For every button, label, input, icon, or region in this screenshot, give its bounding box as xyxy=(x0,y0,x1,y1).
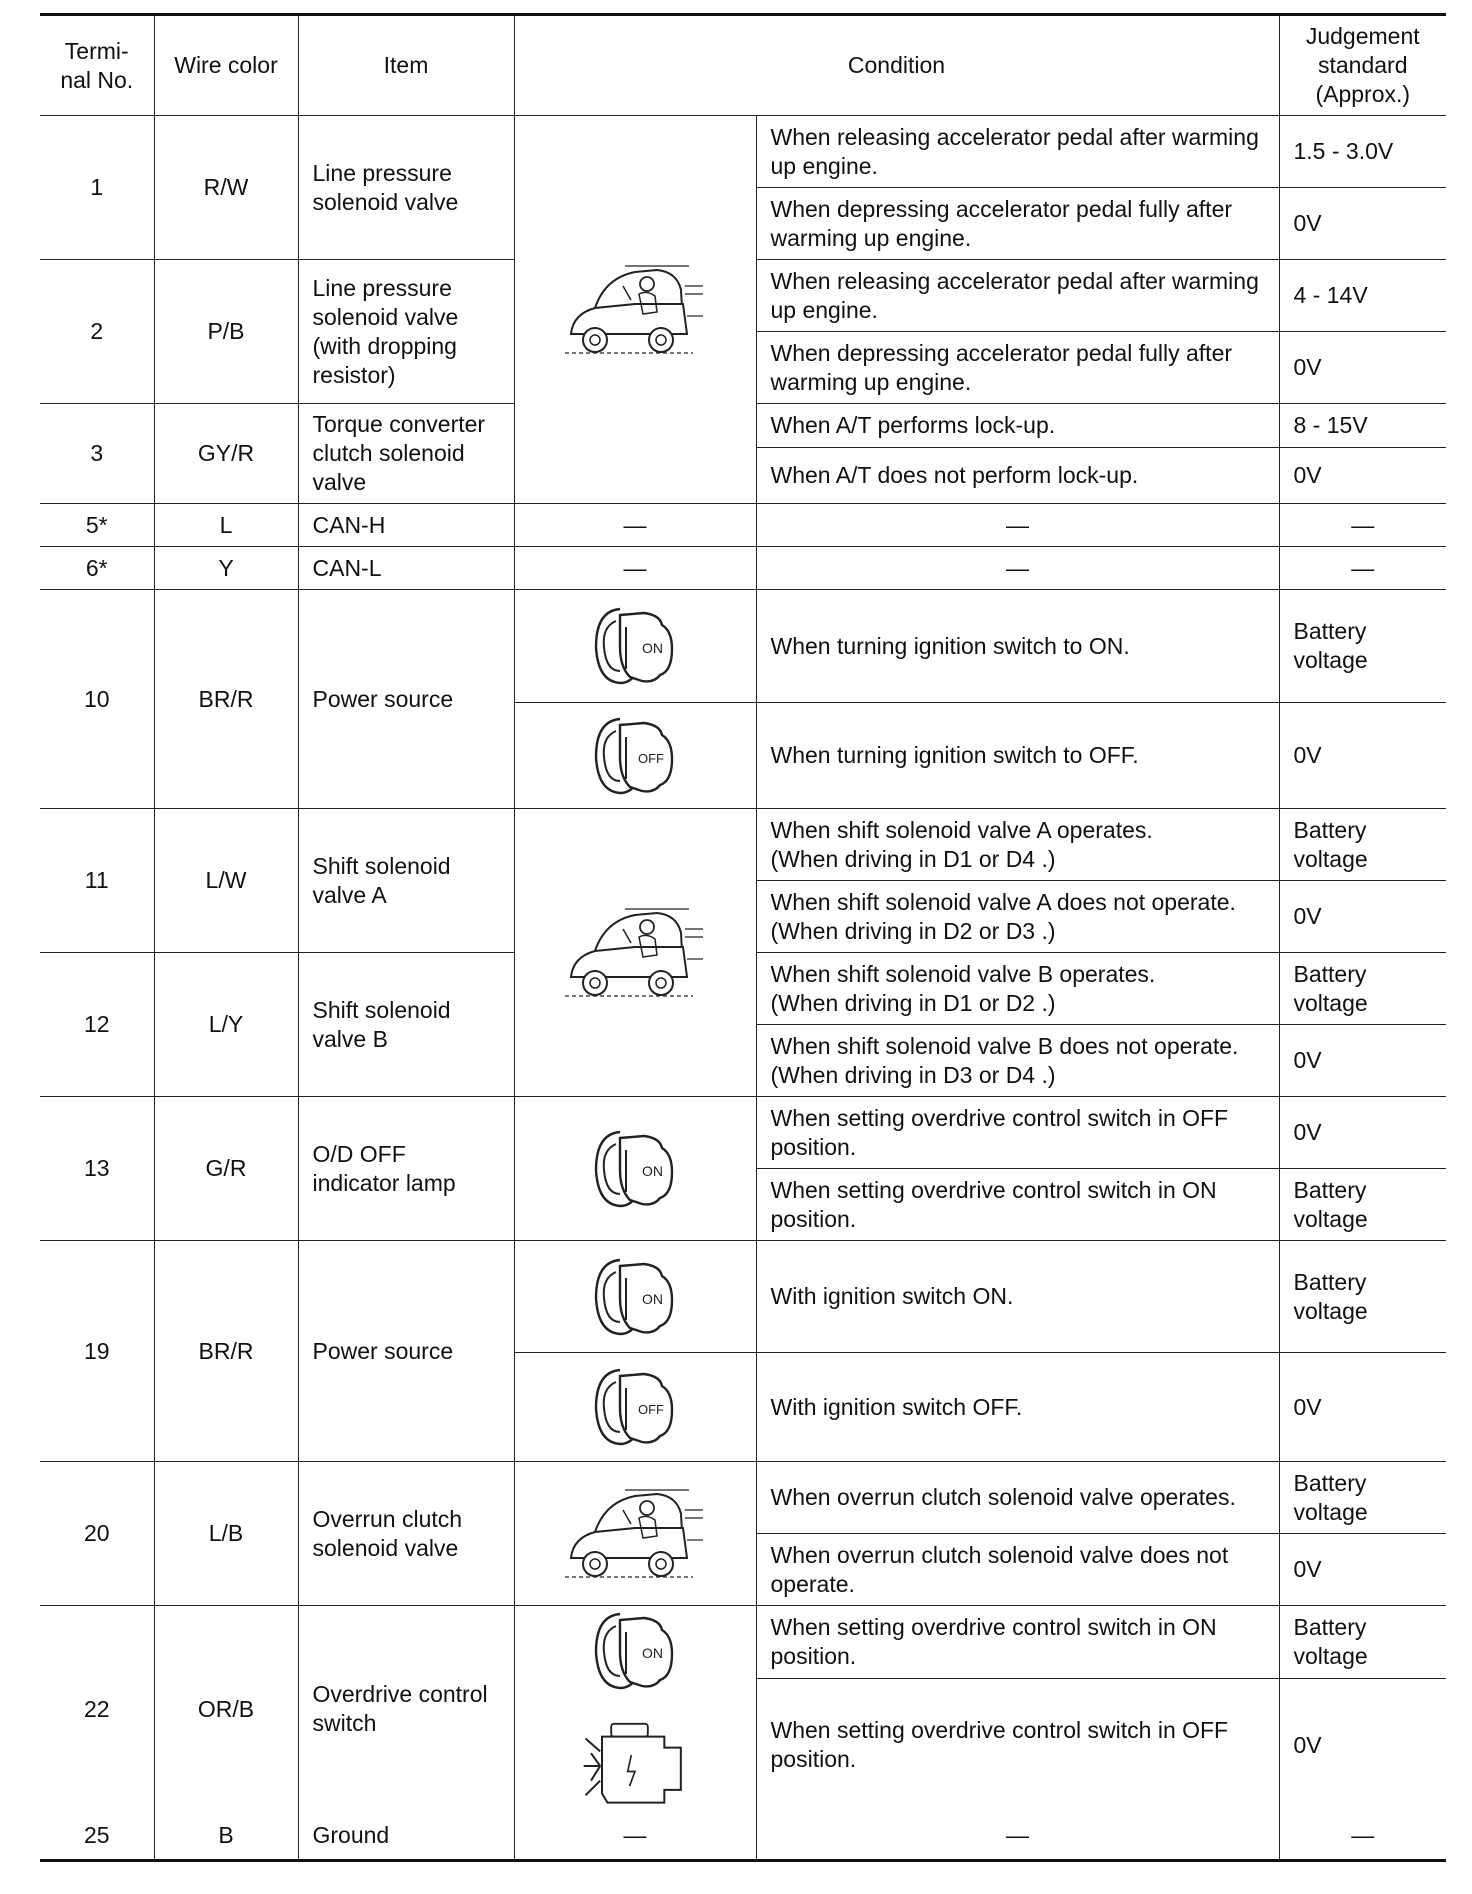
svg-text:ON: ON xyxy=(642,1645,663,1661)
wire-color: L/B xyxy=(154,1462,298,1606)
wire-color: BR/R xyxy=(154,590,298,809)
item: Shift solenoid valve A xyxy=(298,809,514,953)
wire-color-header: Wire color xyxy=(154,15,298,116)
judgement: 0V xyxy=(1279,1678,1446,1812)
condition: When A/T does not perform lock-up. xyxy=(756,448,1279,504)
wire-color: OR/B xyxy=(154,1606,298,1813)
wire-color: B xyxy=(154,1812,298,1860)
terminal-no: 2 xyxy=(40,260,154,404)
empty-dash: — xyxy=(514,1812,756,1860)
judgement: 8 - 15V xyxy=(1279,404,1446,448)
judgement: Battery voltage xyxy=(1279,809,1446,881)
judgement: Battery voltage xyxy=(1279,1241,1446,1353)
car-driving-icon xyxy=(514,1462,756,1606)
svg-text:OFF: OFF xyxy=(638,1402,664,1417)
table-row xyxy=(40,1462,1446,1534)
table-row xyxy=(40,504,1446,547)
condition: When turning ignition switch to OFF. xyxy=(756,703,1279,809)
ignition-key-off-icon xyxy=(514,703,756,809)
wire-color: GY/R xyxy=(154,404,298,504)
judgement: 0V xyxy=(1279,1025,1446,1097)
terminal-no: 6* xyxy=(40,547,154,590)
ignition-key-on-icon xyxy=(514,1097,756,1241)
condition: When shift solenoid valve B does not operate. (When driving in D3 or D4 .) xyxy=(756,1025,1279,1097)
wire-color: BR/R xyxy=(154,1241,298,1462)
condition-header: Condition xyxy=(514,15,1279,116)
empty-dash: — xyxy=(514,504,756,547)
condition: When depressing accelerator pedal fully after warming up engine. xyxy=(756,332,1279,404)
item: O/D OFF indicator lamp xyxy=(298,1097,514,1241)
wire-color: L xyxy=(154,504,298,547)
terminal-no-header: Termi- nal No. xyxy=(40,15,154,116)
condition: When releasing accelerator pedal after warming up engine. xyxy=(756,116,1279,188)
overdrive-switch-icons xyxy=(514,1606,756,1813)
condition: With ignition switch OFF. xyxy=(756,1353,1279,1462)
item: Ground xyxy=(298,1812,514,1860)
item-header: Item xyxy=(298,15,514,116)
condition: When setting overdrive control switch in ON position. xyxy=(756,1606,1279,1679)
empty-dash: — xyxy=(514,547,756,590)
judgement: Battery voltage xyxy=(1279,590,1446,703)
item: Power source xyxy=(298,1241,514,1462)
judgement: 0V xyxy=(1279,332,1446,404)
item: Shift solenoid valve B xyxy=(298,953,514,1097)
terminal-no: 12 xyxy=(40,953,154,1097)
terminal-no: 25 xyxy=(40,1812,154,1860)
table-row xyxy=(40,547,1446,590)
terminal-no: 22 xyxy=(40,1606,154,1813)
judgement-header: Judgement standard (Approx.) xyxy=(1279,15,1446,116)
judgement: Battery voltage xyxy=(1279,953,1446,1025)
condition: When depressing accelerator pedal fully after warming up engine. xyxy=(756,188,1279,260)
terminal-no: 5* xyxy=(40,504,154,547)
table-row xyxy=(40,1097,1446,1169)
wire-color: R/W xyxy=(154,116,298,260)
empty-dash: — xyxy=(1279,1812,1446,1860)
car-driving-icon xyxy=(514,809,756,1097)
terminal-table xyxy=(40,13,1446,1862)
terminal-no: 1 xyxy=(40,116,154,260)
svg-text:ON: ON xyxy=(642,640,663,656)
wire-color: Y xyxy=(154,547,298,590)
empty-dash: — xyxy=(756,504,1279,547)
judgement: 1.5 - 3.0V xyxy=(1279,116,1446,188)
svg-text:OFF: OFF xyxy=(638,750,664,766)
judgement: 0V xyxy=(1279,1097,1446,1169)
table-header-row xyxy=(40,15,1446,116)
item: Overdrive control switch xyxy=(298,1606,514,1813)
terminal-no: 13 xyxy=(40,1097,154,1241)
wire-color: L/W xyxy=(154,809,298,953)
table-row xyxy=(40,1241,1446,1353)
terminal-no: 20 xyxy=(40,1462,154,1606)
condition: When releasing accelerator pedal after warming up engine. xyxy=(756,260,1279,332)
table-row xyxy=(40,1606,1446,1679)
item: CAN-L xyxy=(298,547,514,590)
empty-dash: — xyxy=(1279,504,1446,547)
table-row xyxy=(40,116,1446,188)
condition: When A/T performs lock-up. xyxy=(756,404,1279,448)
terminal-no: 11 xyxy=(40,809,154,953)
table-row xyxy=(40,590,1446,703)
judgement: 4 - 14V xyxy=(1279,260,1446,332)
judgement: Battery voltage xyxy=(1279,1169,1446,1241)
empty-dash: — xyxy=(756,547,1279,590)
item: Line pressure solenoid valve (with dropping resistor) xyxy=(298,260,514,404)
judgement: 0V xyxy=(1279,448,1446,504)
empty-dash: — xyxy=(756,1812,1279,1860)
condition: With ignition switch ON. xyxy=(756,1241,1279,1353)
condition: When setting overdrive control switch in ON position. xyxy=(756,1169,1279,1241)
wire-color: L/Y xyxy=(154,953,298,1097)
item: Power source xyxy=(298,590,514,809)
condition: When overrun clutch solenoid valve operates. xyxy=(756,1462,1279,1534)
terminal-no: 19 xyxy=(40,1241,154,1462)
empty-dash: — xyxy=(1279,547,1446,590)
table-row xyxy=(40,1812,1446,1860)
judgement: Battery voltage xyxy=(1279,1606,1446,1679)
wire-color: P/B xyxy=(154,260,298,404)
judgement: Battery voltage xyxy=(1279,1462,1446,1534)
judgement: 0V xyxy=(1279,703,1446,809)
condition: When shift solenoid valve B operates. (When driving in D1 or D2 .) xyxy=(756,953,1279,1025)
wire-color: G/R xyxy=(154,1097,298,1241)
item: Torque converter clutch solenoid valve xyxy=(298,404,514,504)
table-row xyxy=(40,809,1446,881)
car-driving-icon xyxy=(514,116,756,504)
svg-text:ON: ON xyxy=(642,1162,663,1179)
judgement: 0V xyxy=(1279,188,1446,260)
ignition-key-on-icon xyxy=(590,1606,680,1696)
terminal-no: 10 xyxy=(40,590,154,809)
condition: When overrun clutch solenoid valve does not operate. xyxy=(756,1534,1279,1606)
ignition-key-on-icon xyxy=(514,1241,756,1353)
engine-fan-icon xyxy=(580,1720,690,1812)
condition: When setting overdrive control switch in OFF position. xyxy=(756,1678,1279,1812)
svg-text:ON: ON xyxy=(642,1290,663,1307)
judgement: 0V xyxy=(1279,1534,1446,1606)
item: CAN-H xyxy=(298,504,514,547)
condition: When setting overdrive control switch in OFF position. xyxy=(756,1097,1279,1169)
item: Line pressure solenoid valve xyxy=(298,116,514,260)
item: Overrun clutch solenoid valve xyxy=(298,1462,514,1606)
judgement: 0V xyxy=(1279,1353,1446,1462)
condition: When shift solenoid valve A operates. (When driving in D1 or D4 .) xyxy=(756,809,1279,881)
condition: When turning ignition switch to ON. xyxy=(756,590,1279,703)
terminal-no: 3 xyxy=(40,404,154,504)
condition: When shift solenoid valve A does not operate. (When driving in D2 or D3 .) xyxy=(756,881,1279,953)
ignition-key-off-icon xyxy=(514,1353,756,1462)
judgement: 0V xyxy=(1279,881,1446,953)
ignition-key-on-icon xyxy=(514,590,756,703)
